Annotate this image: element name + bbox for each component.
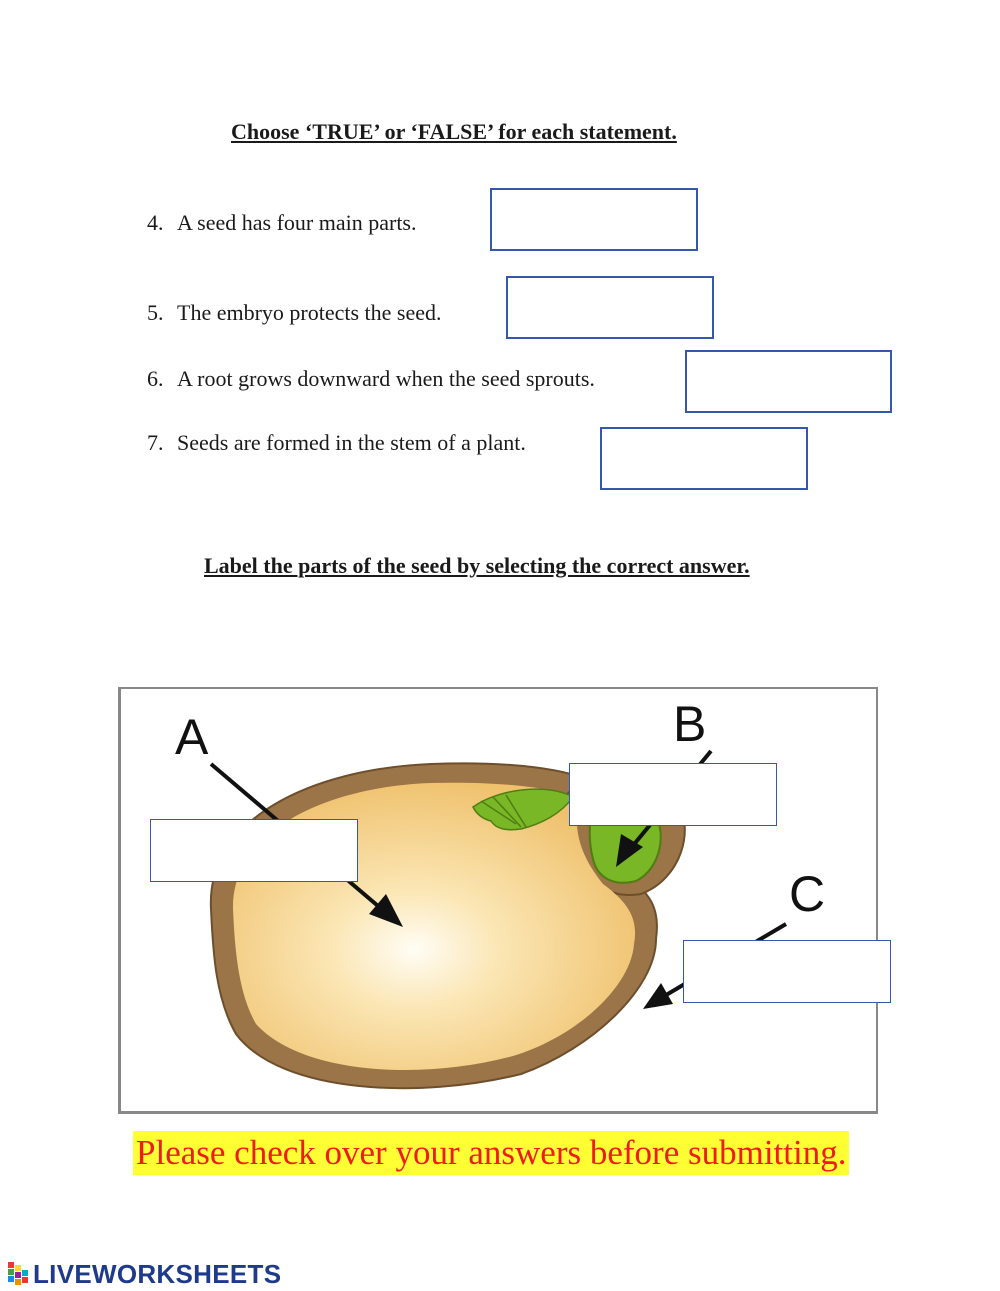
statement-number: 7. [147, 430, 164, 455]
statement-6 [147, 366, 595, 392]
statement-4 [147, 210, 417, 236]
label-answer-c[interactable] [683, 940, 891, 1003]
statement-5 [147, 300, 442, 326]
answer-box-5[interactable] [506, 276, 714, 339]
statement-number: 5. [147, 300, 164, 325]
answer-box-4[interactable] [490, 188, 698, 251]
figure-label-a: A [175, 709, 209, 765]
figure-label-c: C [789, 866, 826, 922]
submit-reminder: Please check over your answers before submitting. [133, 1131, 849, 1175]
seed-diagram [118, 687, 878, 1114]
statement-text: The embryo protects the seed. [177, 300, 442, 325]
brand-name: LIVEWORKSHEETS [33, 1258, 282, 1289]
statement-number: 6. [147, 366, 164, 391]
liveworksheets-logo-icon [8, 1262, 30, 1286]
statement-text: Seeds are formed in the stem of a plant. [177, 430, 526, 455]
statement-number: 4. [147, 210, 164, 235]
seed-illustration [121, 689, 878, 1113]
statement-7 [147, 430, 526, 456]
answer-box-6[interactable] [685, 350, 892, 413]
label-answer-b[interactable] [569, 763, 777, 826]
liveworksheets-brand [8, 1258, 281, 1290]
statement-text: A seed has four main parts. [177, 210, 417, 235]
arrow-c-head [643, 983, 673, 1009]
statement-text: A root grows downward when the seed sprouts. [177, 366, 595, 391]
answer-box-7[interactable] [600, 427, 808, 490]
label-answer-a[interactable] [150, 819, 358, 882]
true-false-heading: Choose ‘TRUE’ or ‘FALSE’ for each statement. [231, 119, 677, 144]
figure-label-b: B [673, 696, 707, 752]
label-seed-heading: Label the parts of the seed by selecting the correct answer. [204, 553, 750, 578]
